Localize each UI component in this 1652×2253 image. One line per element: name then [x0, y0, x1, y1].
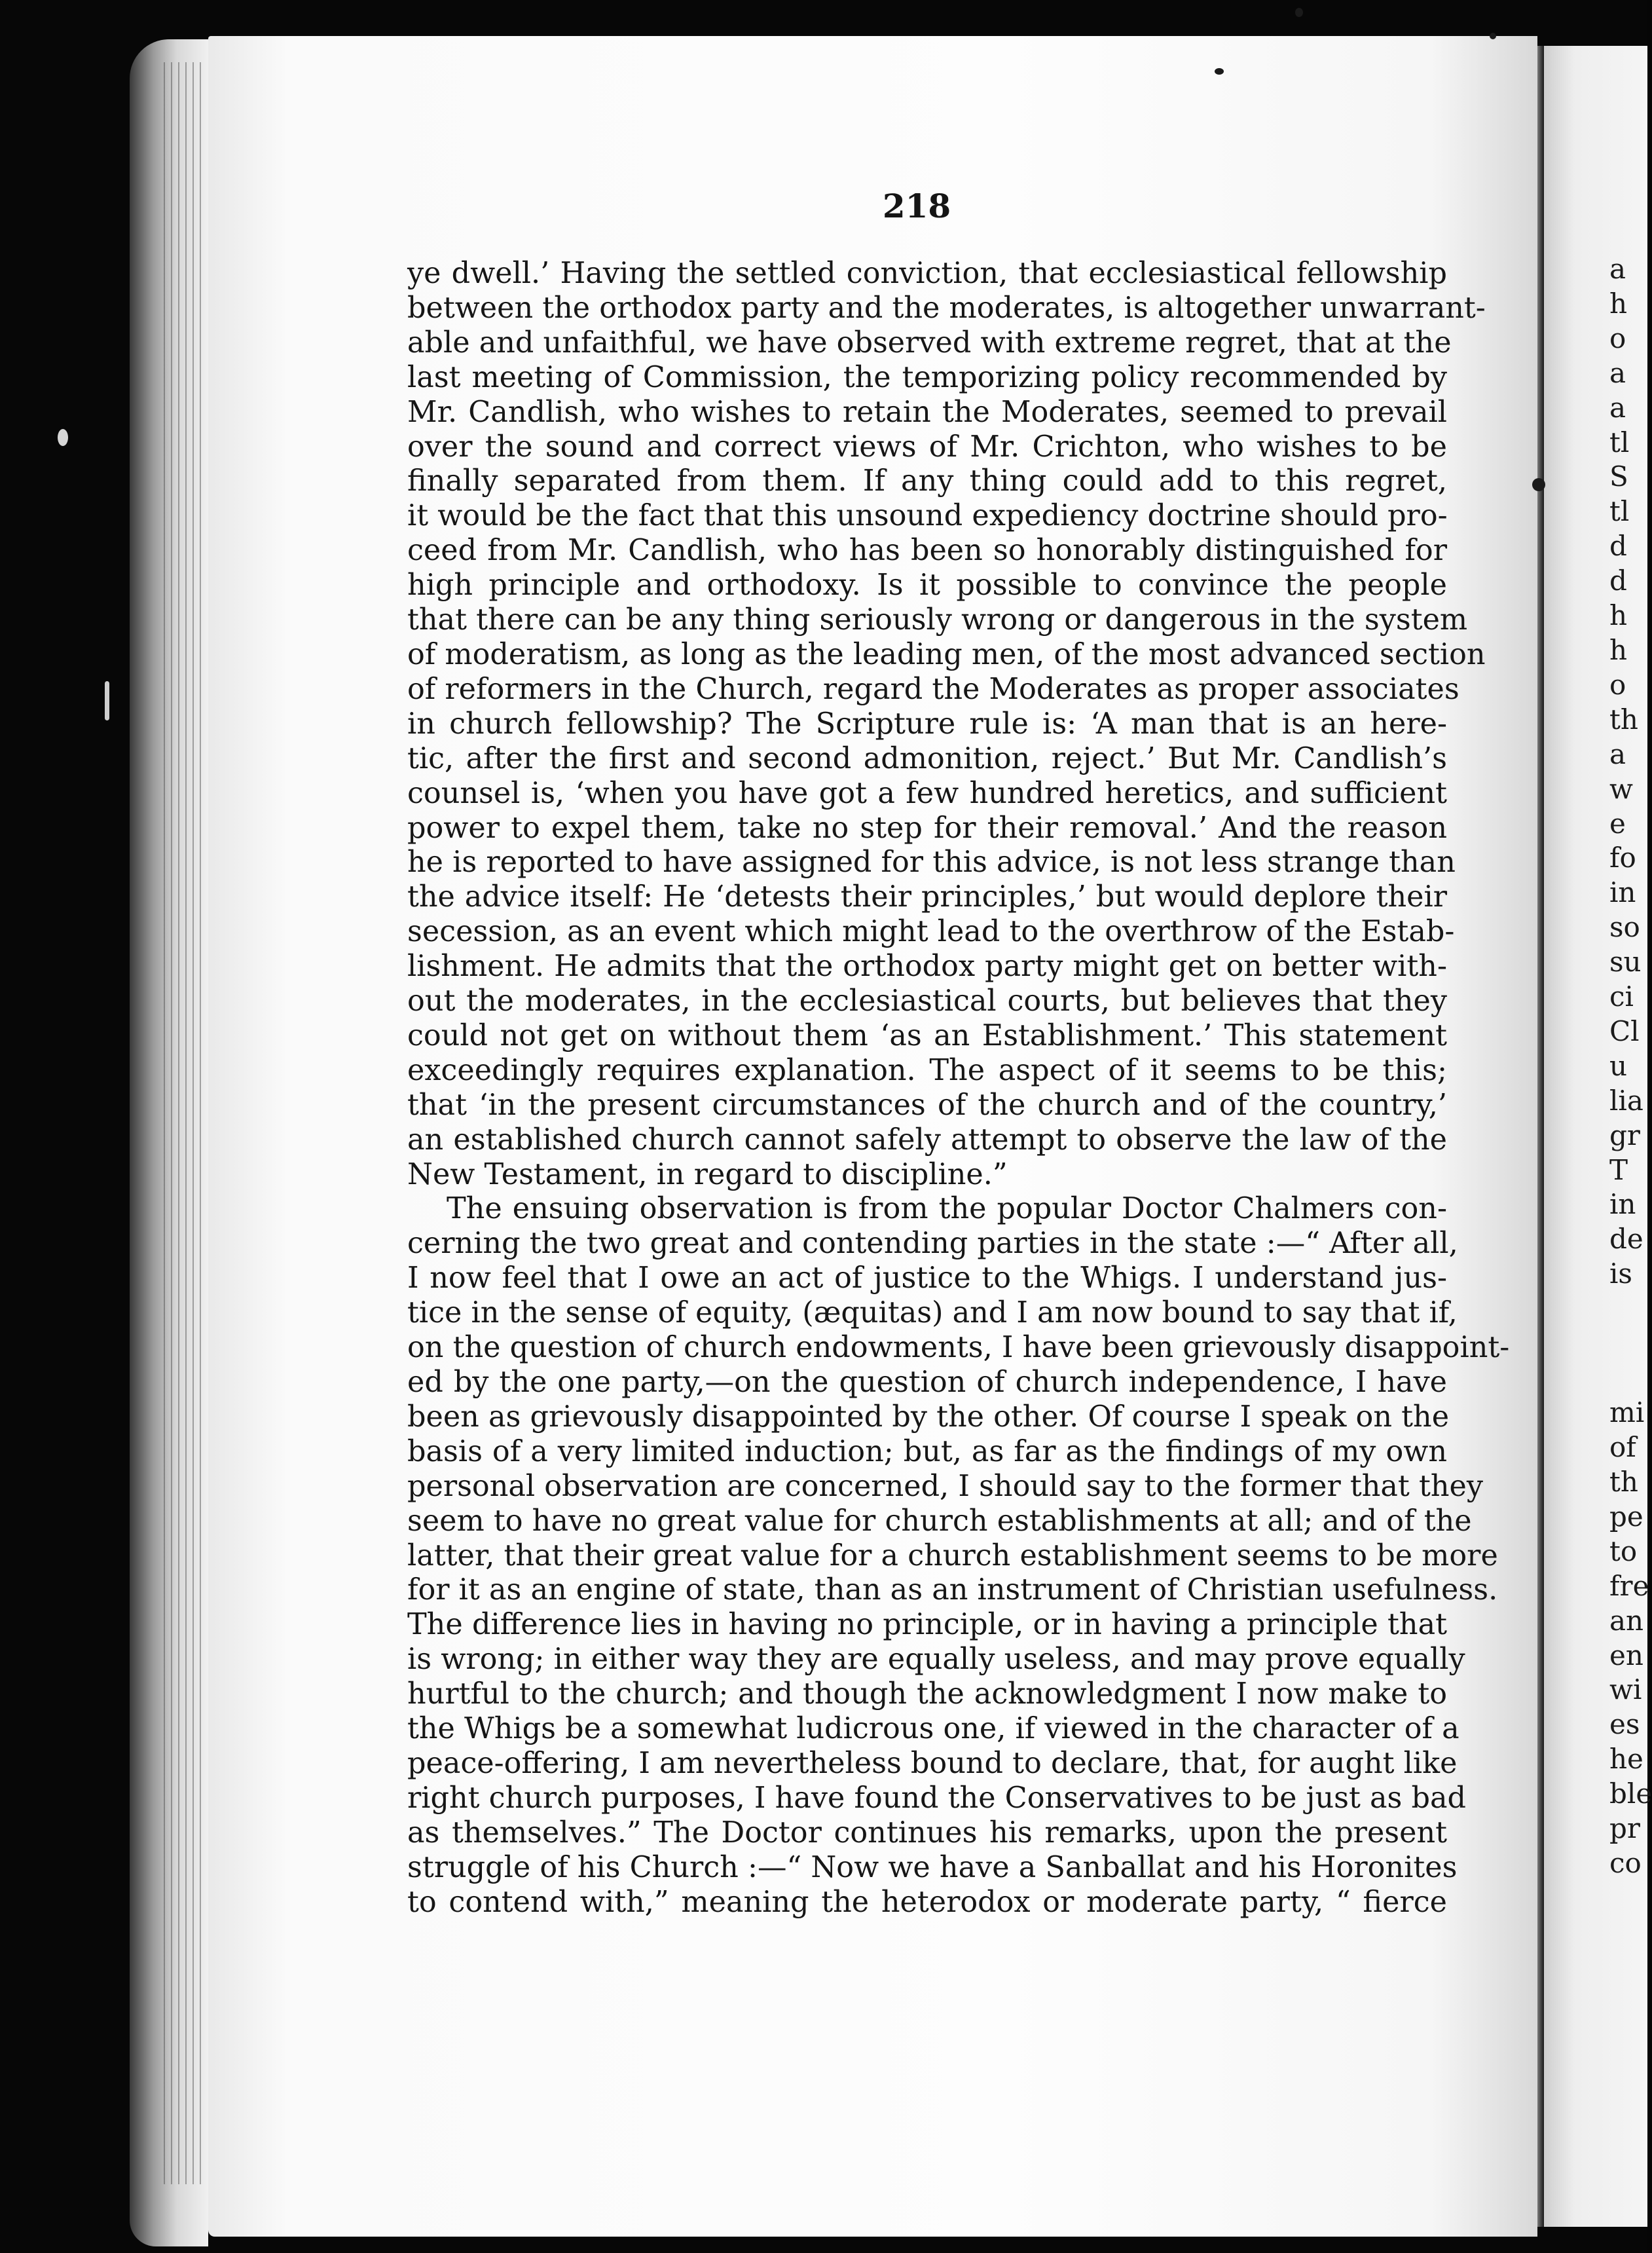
text-line: on the question of church endowments, I have been grievously disappoint-: [407, 1331, 1510, 1365]
text-line: lishment. He admits that the orthodox party might get on better with-: [407, 950, 1447, 984]
text-line: right church purposes, I have found the Conservatives to be just as bad: [407, 1781, 1466, 1815]
text-line: the Whigs be a somewhat ludicrous one, if viewed in the character of a: [407, 1712, 1459, 1746]
fragment: u: [1609, 1049, 1628, 1082]
text-line: high principle and orthodoxy. Is it possible to convince the people: [407, 568, 1447, 603]
fragment: to: [1609, 1535, 1638, 1567]
text-line: tic, after the first and second admonition, reject.’ But Mr. Candlish’s: [407, 741, 1447, 775]
fragment: h: [1609, 599, 1628, 632]
fragment: he: [1609, 1743, 1643, 1776]
text-line: it would be the fact that this unsound expediency doctrine should pro-: [407, 499, 1448, 533]
fragment: tl: [1609, 426, 1630, 458]
text-line: seem to have no great value for church establishments at all; and of the: [407, 1504, 1472, 1538]
fragment: su: [1609, 946, 1642, 978]
text-line: last meeting of Commission, the temporizing policy recommended by: [407, 360, 1447, 394]
text-line: The difference lies in having no principle, or in having a principle that: [407, 1608, 1447, 1642]
text-line: for it as an engine of state, than as an instrument of Christian usefulness.: [407, 1573, 1498, 1607]
text-line: struggle of his Church :—“ Now we have a Sanballat and his Horonites: [407, 1850, 1458, 1884]
fragment: an: [1609, 1604, 1644, 1637]
fragment: wi: [1609, 1673, 1642, 1706]
fragment: is: [1609, 1257, 1632, 1290]
fragment: S: [1609, 460, 1628, 493]
text-line: hurtful to the church; and though the acknowledgment I now make to: [407, 1677, 1447, 1711]
text-line: counsel is, ‘when you have got a few hundred heretics, and sufficient: [407, 776, 1447, 810]
fragment: h: [1609, 287, 1628, 320]
paragraph-1: [407, 257, 1486, 1192]
fragment: d: [1609, 530, 1627, 563]
text-line: an established church cannot safely attempt to observe the law of the: [407, 1123, 1447, 1157]
fragment: de: [1609, 1223, 1643, 1256]
fragment: a: [1609, 737, 1626, 770]
adjacent-page-text: [1609, 252, 1652, 1881]
text-line: tice in the sense of equity, (æquitas) and I am now bound to say that if,: [407, 1296, 1458, 1330]
page-number: 218: [882, 187, 951, 225]
fragment: h: [1609, 633, 1628, 666]
text-line: basis of a very limited induction; but, as far as the findings of my own: [407, 1434, 1447, 1468]
text-line: peace-offering, I am nevertheless bound to declare, that, for aught like: [407, 1746, 1458, 1780]
text-line: out the moderates, in the ecclesiastical courts, but believes that they: [407, 984, 1447, 1018]
fragment: d: [1609, 565, 1627, 597]
paragraph-2: [407, 1192, 1510, 1920]
fragment: T: [1609, 1153, 1628, 1186]
text-line: between the orthodox party and the moderates, is altogether unwarrant-: [407, 291, 1486, 325]
text-line: in church fellowship? The Scripture rule is: ‘A man that is an here-: [407, 707, 1447, 741]
fragment: fre: [1609, 1569, 1649, 1602]
fragment: of: [1609, 1431, 1636, 1464]
text-line: The ensuing observation is from the popular Doctor Chalmers con-: [447, 1192, 1447, 1226]
fragment: th: [1609, 1466, 1638, 1498]
body-text: [407, 257, 1510, 1920]
fragment: a: [1609, 356, 1626, 389]
fragment: ble: [1609, 1778, 1652, 1810]
text-line: he is reported to have assigned for this advice, is not less strange than: [407, 846, 1456, 880]
text-line: exceedingly requires explanation. The aspect of it seems to be this;: [407, 1053, 1447, 1087]
text-line: cerning the two great and contending parties in the state :—“ After all,: [407, 1227, 1458, 1261]
fragment: in: [1609, 1188, 1636, 1221]
fragment: en: [1609, 1639, 1643, 1671]
scan-speck: [1490, 33, 1496, 39]
fragment: mi: [1609, 1396, 1645, 1429]
fragment: a: [1609, 391, 1626, 424]
text-line: power to expel them, take no step for their removal.’ And the reason: [407, 811, 1447, 845]
scan-speck: [1295, 8, 1303, 17]
fragment: ci: [1609, 980, 1634, 1013]
text-line: secession, as an event which might lead to the overthrow of the Estab-: [407, 915, 1455, 949]
text-line: that there can be any thing seriously wrong or dangerous in the system: [407, 603, 1468, 637]
text-line: able and unfaithful, we have observed with extreme regret, that at the: [407, 326, 1452, 360]
fragment: so: [1609, 911, 1640, 944]
fragment: pe: [1609, 1500, 1643, 1533]
text-line: been as grievously disappointed by the other. Of course I speak on the: [407, 1400, 1450, 1434]
page-stack-lines: [164, 62, 203, 2184]
fragment: e: [1609, 807, 1626, 840]
fragment: tl: [1609, 495, 1630, 528]
text-line: over the sound and correct views of Mr. Crichton, who wishes to be: [407, 430, 1447, 464]
fragment: o: [1609, 322, 1626, 354]
fragment: w: [1609, 772, 1633, 805]
text-line: personal observation are concerned, I should say to the former that they: [407, 1469, 1483, 1503]
text-line: I now feel that I owe an act of justice to the Whigs. I understand jus-: [407, 1261, 1447, 1295]
fragment: fo: [1609, 842, 1636, 874]
scan-speck: [105, 681, 109, 720]
text-line: of moderatism, as long as the leading men, of the most advanced section: [407, 637, 1486, 671]
text-line: of reformers in the Church, regard the Moderates as proper associates: [407, 672, 1459, 706]
fragment: lia: [1609, 1084, 1643, 1117]
fragment: in: [1609, 876, 1636, 909]
text-line: as themselves.” The Doctor continues his remarks, upon the present: [407, 1815, 1447, 1850]
text-line: New Testament, in regard to discipline.”: [407, 1157, 1008, 1191]
scan-speck: [58, 429, 68, 446]
text-line: that ‘in the present circumstances of the church and of the country,’: [407, 1088, 1447, 1122]
column-gap: [1609, 1292, 1647, 1396]
scan-speck: [1215, 68, 1224, 75]
text-line: ceed from Mr. Candlish, who has been so honorably distinguished for: [407, 534, 1447, 568]
fragment: gr: [1609, 1119, 1640, 1151]
fragment: Cl: [1609, 1015, 1640, 1047]
book-gutter: [1537, 46, 1544, 2227]
fragment: co: [1609, 1846, 1642, 1879]
text-line: the advice itself: He ‘detests their principles,’ but would deplore their: [407, 880, 1447, 914]
fragment: pr: [1609, 1812, 1640, 1845]
text-line: finally separated from them. If any thing could add to this regret,: [407, 464, 1447, 498]
fragment: es: [1609, 1708, 1640, 1741]
text-line: ed by the one party,—on the question of church independence, I have: [407, 1366, 1447, 1399]
text-line: Mr. Candlish, who wishes to retain the Moderates, seemed to prevail: [407, 395, 1447, 429]
fragment: th: [1609, 703, 1638, 735]
text-line: is wrong; in either way they are equally useless, and may prove equally: [407, 1643, 1465, 1677]
fragment: o: [1609, 668, 1626, 701]
scan-speck: [1532, 478, 1545, 491]
fragment: a: [1609, 253, 1626, 285]
text-line: to contend with,” meaning the heterodox or moderate party, “ fierce: [407, 1885, 1447, 1919]
text-line: could not get on without them ‘as an Establishment.’ This statement: [407, 1018, 1447, 1052]
text-line: ye dwell.’ Having the settled conviction, that ecclesiastical fellowship: [407, 257, 1447, 290]
text-line: latter, that their great value for a church establishment seems to be more: [407, 1538, 1498, 1573]
